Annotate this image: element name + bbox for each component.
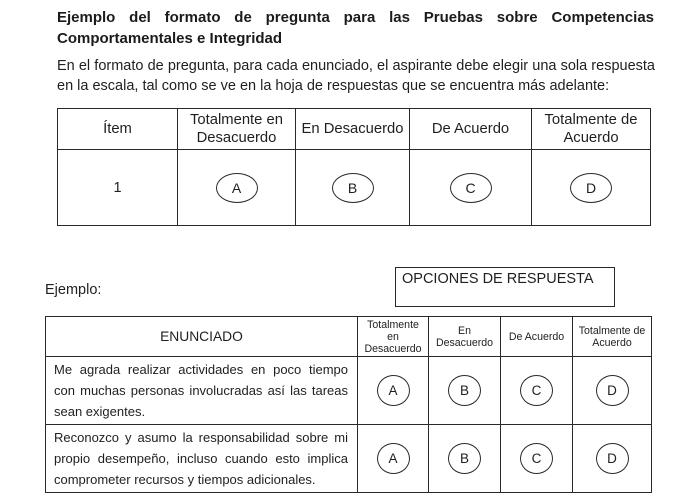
example-label: Ejemplo: — [45, 282, 102, 298]
bubble-cell — [429, 425, 501, 493]
answer-bubble-d: D — [596, 443, 629, 474]
header-de-acuerdo: De Acuerdo — [410, 109, 532, 150]
bubble-cell — [501, 425, 573, 493]
answer-bubble-a: A — [377, 443, 410, 474]
statement-text: Me agrada realizar actividades en poco tiempo con muchas personas involucradas así las tareas sean exigentes. — [46, 357, 358, 425]
answer-bubble-a: A — [377, 375, 410, 406]
item-number: 1 — [58, 150, 178, 226]
answer-bubble-c: C — [520, 443, 553, 474]
answer-bubble-b: B — [448, 443, 481, 474]
scale-table-row — [58, 150, 651, 226]
intro-paragraph: En el formato de pregunta, para cada enunciado, el aspirante debe elegir una sola respuesta en la escala, tal como se ve en la hoja de respuestas que se encuentra más adelante: — [57, 58, 655, 94]
options-box-label: OPCIONES DE RESPUESTA — [402, 271, 594, 287]
bubble-cell — [573, 357, 652, 425]
header-totalmente-en-desacuerdo: Totalmente en Desacuerdo — [358, 317, 429, 357]
answer-bubble-b: B — [332, 173, 374, 203]
page-title: Ejemplo del formato de pregunta para las Pruebas sobre Competencias Comportamentales e Integridad — [57, 9, 654, 47]
answer-scale-table — [57, 108, 651, 226]
bubble-cell — [573, 425, 652, 493]
bubble-cell — [532, 150, 651, 226]
bubble-cell — [178, 150, 296, 226]
statement-text: Reconozco y asumo la responsabilidad sobre mi propio desempeño, incluso cuando esto implica comprometer recursos y tiempos adicionales. — [46, 425, 358, 493]
header-totalmente-de-acuerdo: Totalmente de Acuerdo — [573, 317, 652, 357]
statement-row — [46, 425, 652, 493]
header-en-desacuerdo: En Desacuerdo — [429, 317, 501, 357]
options-box — [395, 267, 615, 307]
answer-bubble-d: D — [570, 173, 612, 203]
header-totalmente-de-acuerdo: Totalmente de Acuerdo — [532, 109, 651, 150]
statement-row — [46, 357, 652, 425]
bubble-cell — [358, 357, 429, 425]
header-en-desacuerdo: En Desacuerdo — [296, 109, 410, 150]
answer-bubble-a: A — [216, 173, 258, 203]
header-de-acuerdo: De Acuerdo — [501, 317, 573, 357]
scale-table-header-row — [58, 109, 651, 150]
bubble-cell — [410, 150, 532, 226]
bubble-cell — [296, 150, 410, 226]
answer-bubble-d: D — [596, 375, 629, 406]
example-table-header-row — [46, 317, 652, 357]
answer-bubble-c: C — [450, 173, 492, 203]
header-totalmente-en-desacuerdo: Totalmente en Desacuerdo — [178, 109, 296, 150]
answer-bubble-b: B — [448, 375, 481, 406]
bubble-cell — [358, 425, 429, 493]
example-statements-table — [45, 316, 652, 493]
header-enunciado: ENUNCIADO — [46, 317, 358, 357]
bubble-cell — [429, 357, 501, 425]
bubble-cell — [501, 357, 573, 425]
answer-bubble-c: C — [520, 375, 553, 406]
header-item: Ítem — [58, 109, 178, 150]
